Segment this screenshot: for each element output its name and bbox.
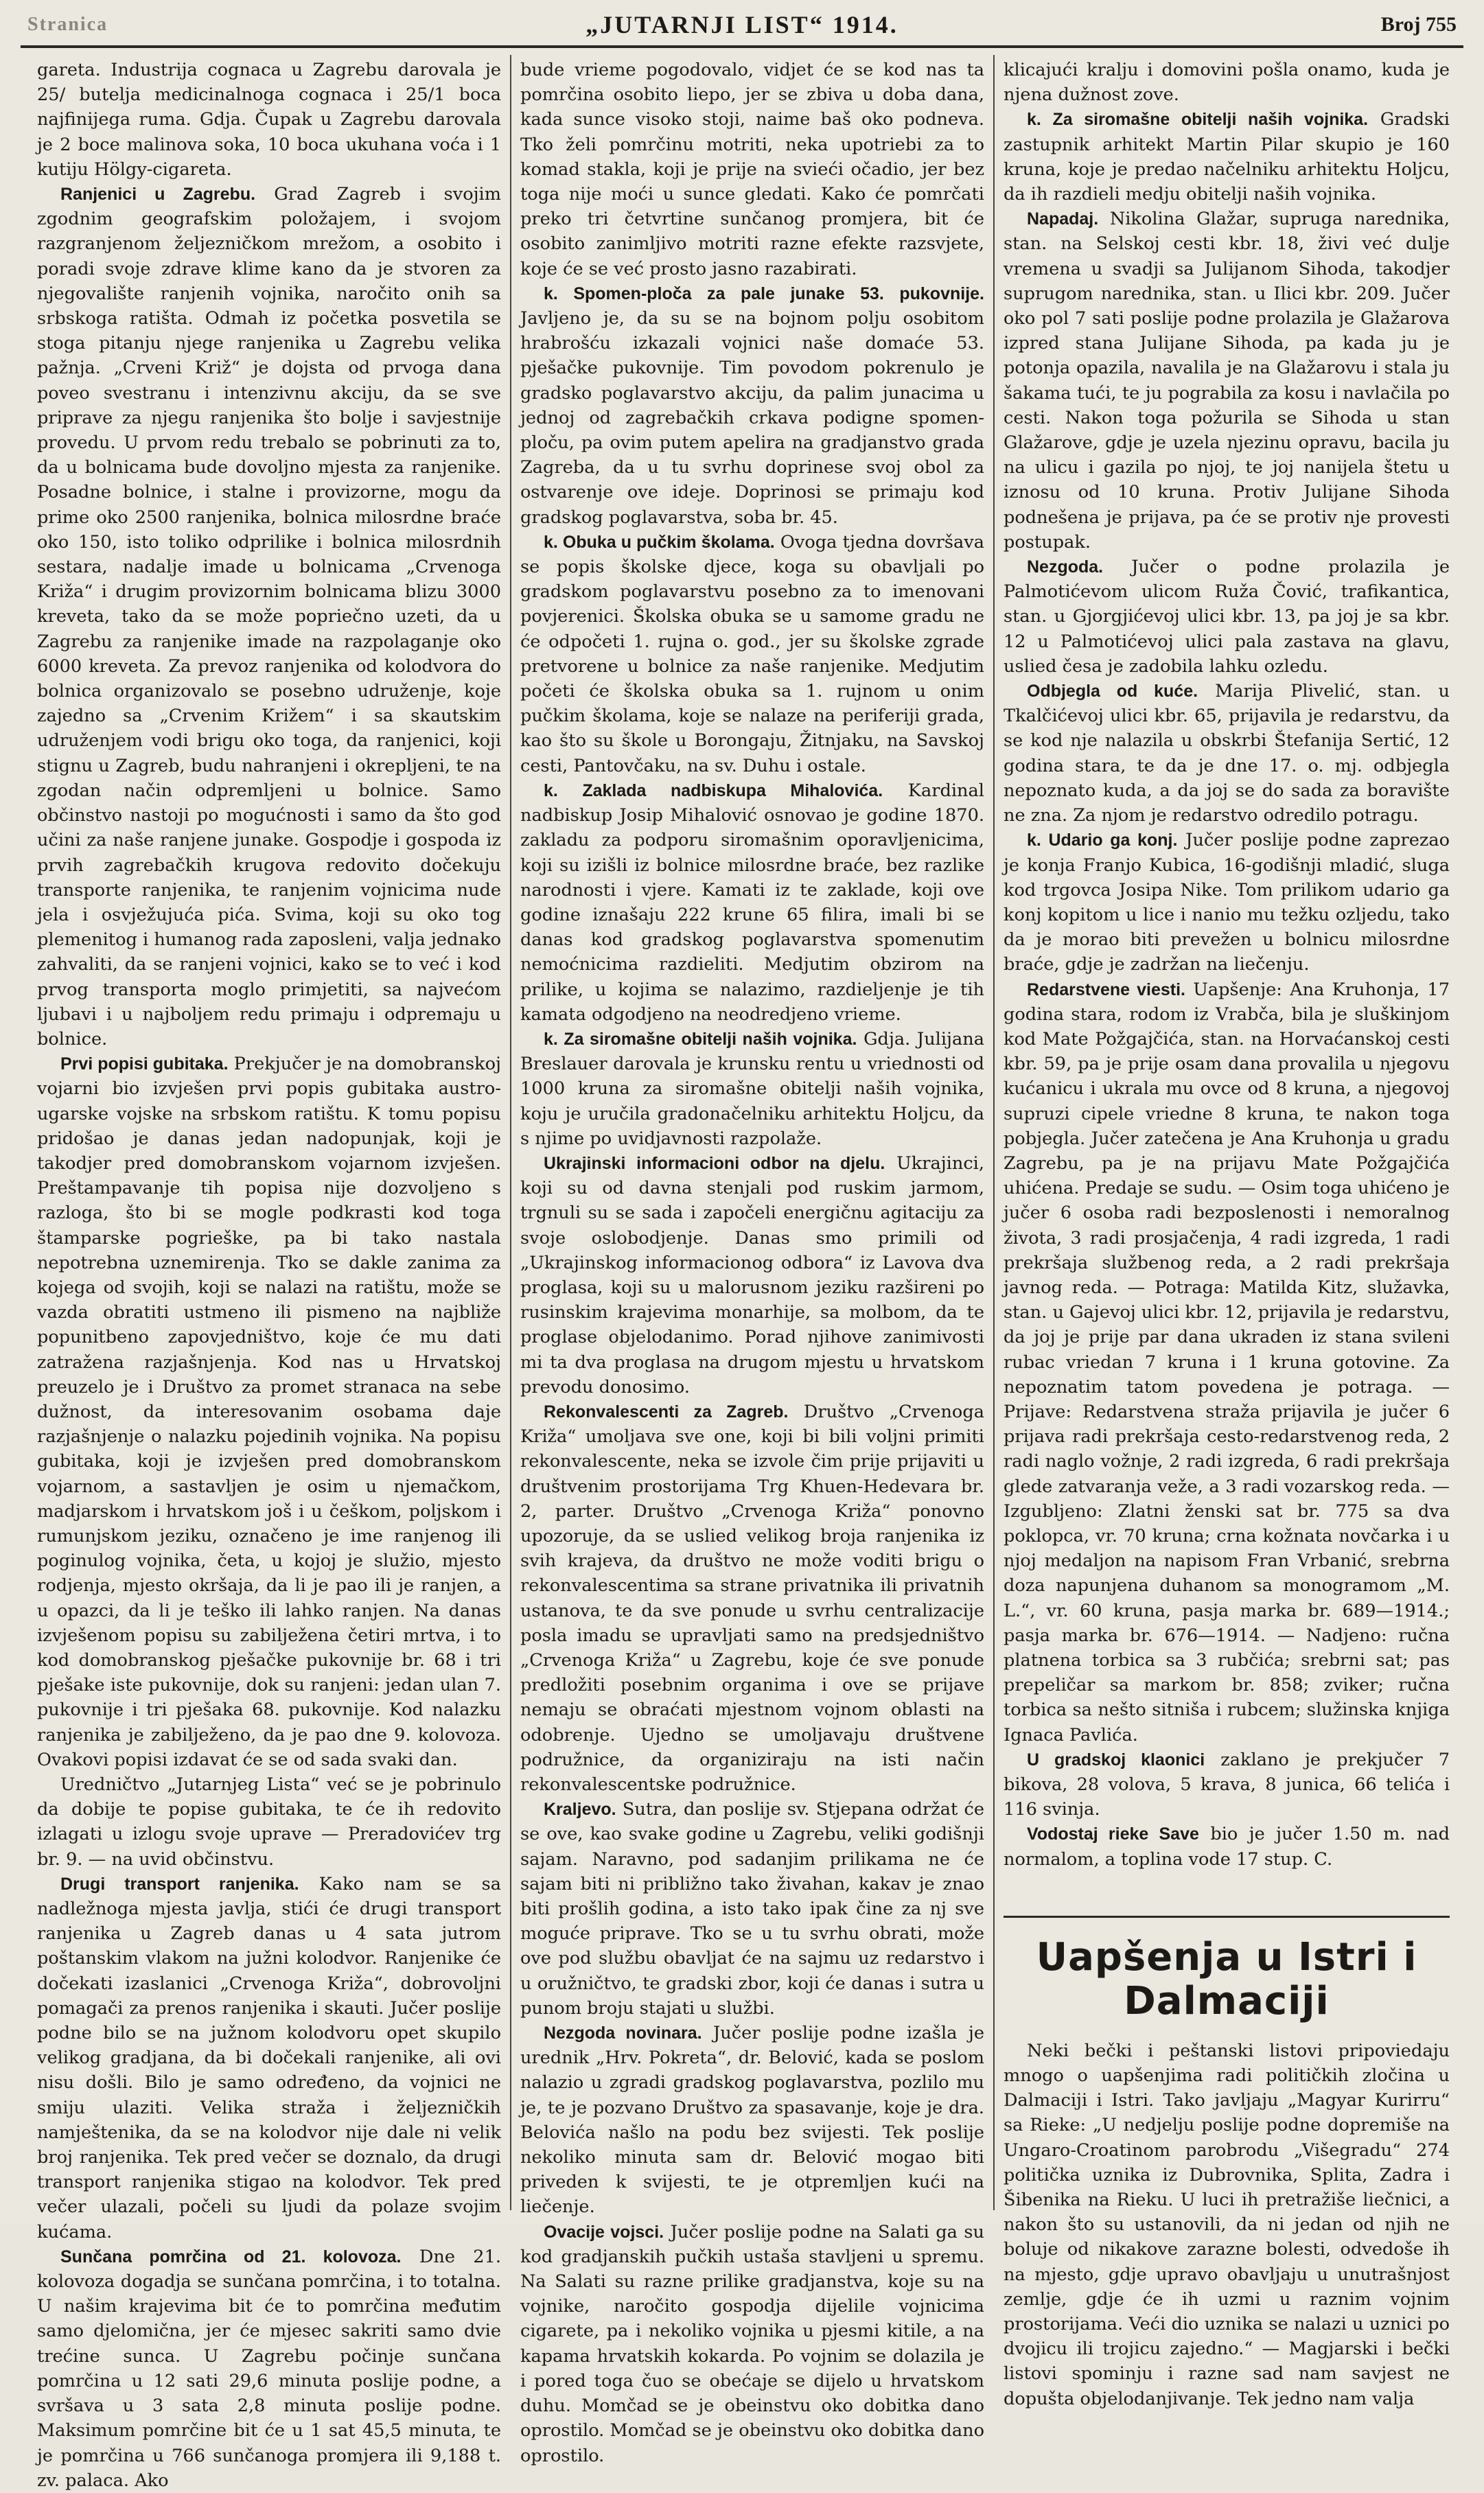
article-heading: k. Zaklada nadbiskupa Mihalovića.: [544, 780, 883, 800]
article-heading: Sunčana pomrčina od 21. kolovoza.: [60, 2247, 402, 2266]
article-text: Jučer poslije podne izašla je urednik „Hrv. Pokreta“, dr. Belović, kada se poslom nalazio u zgradi gradskog poglavarstva, pozlilo mu je, te je pozvano Društvo za spasavanje, koje je dra. Belovića našlo na podu bez svijesti. Tek poslije nekoliko minuta sam dr. Belović mogao biti priveden k svijesti, te je otpremljen kući na liečenje.: [520, 2023, 985, 2218]
article-heading: Prvi popisi gubitaka.: [60, 1054, 229, 1074]
article: [520, 1151, 984, 1400]
column-3: [1004, 58, 1450, 2409]
article: [1004, 828, 1450, 977]
article: [520, 2220, 984, 2468]
top-rule: [21, 45, 1463, 48]
article-text: Gradski zastupnik arhitekt Martin Pilar skupio je 160 kruna, koje je predao načelniku arhitektu Holjcu, da ih razdieli medju obitelji naših vojnika.: [1004, 109, 1450, 205]
article-heading: k. Spomen-ploča za pale junake 53. pukovnije.: [544, 283, 984, 303]
article: [1004, 1822, 1450, 1871]
article-text: Neki bečki i peštanski listovi pripoviedaju mnogo o uapšenjima radi političkih zločina u Dalmaciji i Istri. Tako javljaju „Magyar Kurirru“ sa Rieke: „U nedjelju poslije podne dopremiše na Ungaro-Croatinom parobrodu „Višegradu“ 274 politička uznika iz Dubrovnika, Splita, Zadra i Šibenika na Rieku. U luci ih pretražiše liečnici, a nakon što su ustanovili, da ni jedan od njih ne boluje od nikakove zarazne bolesti, odvedoše ih na mjesto, gdje upravo obavljaju u unutrašnjost zemlje, gdje će ih uzmi u raznim vojnim prostorijama. Veći dio uznika se nalazi u uznici po dvojicu ili trojicu zajedno.“ — Magjarski i bečki listovi spominju i razne sad nam savjest ne dopušta objelodanjivanje. Tek jedno nam valja: [1004, 2040, 1450, 2409]
article-heading: Rekonvalescenti za Zagreb.: [544, 1402, 789, 1422]
article-text: zaklano je prekjučer 7 bikova, 28 volova, 5 krava, 8 junica, 66 telića i 116 svinja.: [1004, 1749, 1450, 1820]
article-text: Uapšenje: Ana Kruhonja, 17 godina stara, rodom iz Vrabča, bila je sluškinjom kod Mate Požgajčića, stan. na Horvaćanskoj cesti kbr. 59, pa je prije osam dana provalila u njegovu kućanicu i ukrala mu ovce od 8 kruna, a njegovoj supruzi cipele vriedne 8 kruna, te nakon toga pobjegla. Jučer zatečena je Ana Kruhonja u gradu Zagrebu, pa je na prijavu Mate Požgajčića uhićena. Predaje se sudu. — Osim toga uhićeno je jučer 6 osoba radi bezposlenosti i nemoralnog života, 3 radi prosjačenja, 4 radi izgreda, 1 radi prekršaja službenog reda, a 2 radi prekršaja javnog reda. — Potraga: Matilda Kitz, služavka, stan. u Gajevoj ulici kbr. 12, prijavila je redarstvu, da joj je prije par dana ukraden iz stana svileni rubac vriedan 7 kruna i 1 kruna gotovine. Za nepoznatim tatom povedena je potraga. — Prijave: Redarstvena straža prijavila je jučer 6 prijava radi prekršaja cesto-redarstvenog reda, 2 radi naglo vožnje, 2 radi izgreda, 6 radi prekršaja glede zatvaranja veže, a 3 radi vozarskog reda. — Izgubljeno: Zlatni ženski sat br. 775 sa dva poklopca, vr. 70 kruna; crna kožnata novčarka i u njoj medaljon na napisom Fran Vrbanić, srebrna doza napunjena duhanom sa monogramom „M. L.“, vr. 60 kruna, pasja marka br. 689—1914.; pasja marka br. 676—1914. — Nadjeno: ručna platnena torbica sa 3 rubčića; srebrni sat; pas prepeličar sa markom br. 858; zviker; ručna torbica sa nešto sitniša i rubcem; služinska knjiga Ignaca Pavlića.: [1004, 979, 1450, 1746]
article-text: Uredničtvo „Jutarnjeg Lista“ već se je pobrinulo da dobije te popise gubitaka, te će ih redovito izlagati u izlogu svoje uprave — Preradovićev trg br. 9. — na uvid občinstvu.: [37, 1774, 501, 1870]
article-text: Jučer poslije podne na Salati ga su kod gradjanskih pučkih ustaša stavljeni u spremu. Na Salati su razne prilike gradjanstva, koje su na vojnike, naročito gospodja dijelile vojnicima cigarete, pa i nekoliko vojnika u pjesmi kitile, a na kapama hrvatskih kokarda. Po vojnim se dolazila je i pored toga čuo se obećaje se dijelo u hrvatskom duhu. Momčad se je obeinstvu oko dobitka dano oprostilo. Momčad se je obeinstvu oko dobitka dano oprostilo.: [520, 2221, 985, 2466]
headline: Uapšenja u Istri i Dalmaciji: [1004, 1916, 1450, 2024]
masthead: [27, 8, 1457, 41]
masthead-left: Stranica: [27, 14, 108, 35]
article-heading: Ovacije vojsci.: [544, 2222, 664, 2242]
article: [1004, 679, 1450, 828]
article-text: Jučer o podne prolazila je Palmotićevom ulicom Ruža Čović, trafikantica, stan. u Gjorgjićevoj ulici kbr. 13, pa joj je sa kbr. 12 u Palmotićevoj ulici pala zastava na glavu, uslied česa je zadobila lahku ozledu.: [1004, 557, 1450, 677]
article-heading: Nezgoda.: [1027, 557, 1104, 577]
article: [520, 1027, 984, 1151]
article-heading: Nezgoda novinara.: [544, 2024, 702, 2043]
page-number: Broj 755: [1380, 13, 1457, 36]
article-text: Gdja. Julijana Breslauer darovala je krunsku rentu u vriednosti od 1000 kruna za siromašne obitelji naših vojnika, koju je uručila gradonačelniku arhitektu Holjcu, da s njime po uvidjavnosti razpolaže.: [520, 1028, 984, 1149]
article-heading: Kraljevo.: [544, 1800, 616, 1820]
article-text: bude vrieme pogodovalo, vidjet će se kod nas ta pomrčina osobito liepo, jer se zbiva u doba dana, kada sunce visoko stoji, naime baš oko podneva. Tko želi pomrčinu motriti, neka upotriebi za to komad stakla, koji je prije na svieći očadio, jer bez toga nije moći u sunce gledati. Kako će pomrčati preko tri četvrtine sunčanog promjera, bit će osobito zanimljivo motriti razne efekte razsvjete, koje će se već prosto jasno razabirati.: [520, 60, 984, 279]
article: [1004, 977, 1450, 1748]
article-heading: Napadaj.: [1027, 209, 1099, 229]
article: [1004, 555, 1450, 679]
article-text: Marija Plivelić, stan. u Tkalčićevoj ulici kbr. 65, prijavila je redarstvu, da se kod nje nalazila u obskrbi Štefanija Sertić, 12 godina stara, te da je dne 17. o. mj. odbjegla nepoznato kuda, a da joj se do sada za boravište ne zna. Za njom je redarstvo odredilo potragu.: [1004, 681, 1450, 826]
article-heading: Ranjenici u Zagrebu.: [60, 185, 256, 205]
article: [37, 182, 501, 1052]
article-text: gareta. Industrija cognaca u Zagrebu darovala je 25/ butelja medicinalnoga cognaca i 25/1 boca najfinijega ruma. Gdja. Čupak u Zagrebu darovala je 2 boce malinova soka, 10 boca ukuhana voća i 1 kutiju Hölgy-cigareta.: [37, 60, 501, 180]
article-text: Javljeno je, da su se na bojnom polju osobitom hrabrošću izkazali vojnici naše domaće 53. pješačke pukovnije. Tim povodom pokrenulo je gradsko poglavarstvo akciju, da palim junacima u jednoj od zagrebačkih crkava podigne spomen-ploču, pa ovim putem apelira na gradjanstvo grada Zagreba, da u tu svrhu doprinese svoj obol za ostvarenje ove ideje. Doprinosi se primaju kod gradskog poglavarstva, soba br. 45.: [520, 308, 984, 528]
article-text: Sutra, dan poslije sv. Stjepana održat će se ove, kao svake godine u Zagrebu, veliki godišnji sajam. Naravno, pod sadanjim prilikama ne će sajam biti ni približno tako živahan, kakav je znao biti prošlih godina, a isto tako ipak čine za nj sve moguće priprave. Tko se u tu svrhu obrati, može ove pod službu obavljat će na sajmu uz redarstvo i u oružničtvo, te gradski zbor, koji će danas i sutra u punom broju stajati u službi.: [520, 1799, 985, 2019]
column-divider: [510, 55, 511, 2210]
article: [37, 1872, 501, 2245]
article: [37, 1052, 501, 1772]
column-1: [37, 58, 502, 2491]
article-text: Prekjučer je na domobranskoj vojarni bio izvješen prvi popis gubitaka austro-ugarske vojske na srbskom ratištu. K tomu popisu pridošao je danas jedan nadopunjak, koji je takodjer pred domobranskom vojarnom izvješen. Preštampavanje tih popisa nije dozvoljeno s razloga, što bi se mogle podkrasti kod toga štamparske pogrieške, pa bi tako nastala nepotrebna uznemirenja. Tko se dakle zanima za kojega od svojih, koji se nalazi na ratištu, može se vazda obratiti ustmeno ili pismeno na najbliže popunitbeno zapovjedništvo, koje će mu dati zatražena razjašnjenja. Kod nas u Hrvatskoj preuzelo je i Društvo za promet stranaca na sebe dužnost, da interesovanim osobama daje razjašnjenje o nalazku pojedinih vojnika. Na popisu gubitaka, koji je izvješen pred domobranskom vojarnom, a sastavljen je osim u njemačkom, madjarskom i hrvatskom još i u češkom, poljskom i rumunjskom jeziku, označeno je ime ranjenog ili poginulog vojnika, četa, u kojoj je služio, mjesto rodjenja, mjesto okršaja, da li je pao ili je ranjen, a u opazci, da li je teško ili lahko ranjen. Na danas izvješenom popisu su zabilježena četiri mrtva, i to kod domobranskog pješačke pukovnije br. 68 i tri pješake iste pukovnije, dok su ranjeni: jedan ulan 7. pukovnije i tri pješaka 68. pukovnije. Kod nalazku ranjenika je zabilježeno, da je pao dne 9. kolovoza. Ovakovi popisi izdavat će se od sada svaki dan.: [37, 1054, 501, 1770]
article-heading: k. Za siromašne obitelji naših vojnika.: [544, 1029, 857, 1049]
article: [520, 2021, 984, 2220]
article-text: Grad Zagreb i svojim zgodnim geografskim položajem, i svojom razgranjenom željezničkom mrežom, a osobito i poradi svoje zdrave klime kano da je stvoren za njegovalište ranjenih vojnika, naročito onih sa srbskoga ratišta. Odmah iz početka posvetila se stoga pitanju njege ranjenika u Zagrebu velika pažnja. „Crveni Križ“ je dojsta od prvoga dana poveo svestranu i intenzivnu akciju, da se sve priprave za njegu ranjenika što bolje i savjestnije provedu. U prvom redu trebalo se pobrinuti za to, da u bolnicama bude dovoljno mjesta za ranjenike. Posadne bolnice, i stalne i provizorne, mogu da prime oko 2500 ranjenika, bolnica milosrdne braće oko 150, isto toliko odprilike i bolnica milosrdnih sestara, nadalje imade u bolnicama „Crvenoga Križa“ i drugim provizornim bolnicama blizu 3000 kreveta, tako da se može popriečno uzeti, da u Zagrebu za ranjenike imade na razpolaganje oko 6000 kreveta. Za prevoz ranjenika od kolodvora do bolnica organizovalo se posebno udruženje, koje zajedno sa „Crvenim Križem“ i sa skautskim udruženjem vodi brigu oko toga, da ranjenici, koji stignu u Zagreb, budu nahranjeni i okrepljeni, te na zgodan način odpremljeni u bolnice. Samo občinstvo nastoji po mogućnosti i samo da što god učini za naše ranjene junake. Gospodje i gospoda iz prvih zagrebačkih krugova redovito dočekuju transporte ranjenika, te ranjenim vojnicima nude jela i osvježujuća pića. Svima, koji su oko tog plemenitog i humanog rada zaposleni, valja jednako zahvaliti, da se ranjeni vojnici, kako se to već i kod prvog transporta moglo primjetiti, sa najvećom ljubavi i u najboljem redu primaju i odpremaju u bolnice.: [37, 184, 502, 1050]
article-heading: Odbjegla od kuće.: [1027, 682, 1198, 701]
article: [520, 1797, 984, 2021]
article-text: Kardinal nadbiskup Josip Mihalović osnovao je godine 1870. zakladu za podporu siromašnim oporavljenicima, koji su izišli iz bolnice milosrdne braće, bez razlike narodnosti i vjere. Kamati iz te zaklade, koji ove godine iznašaju 222 krune 65 filira, imali bi se danas kod gradskog poglavarstva spomenutim nemoćnicima razdieliti. Medjutim obzirom na prilike, u kojima se nalazimo, razdieljenje je tih kamata odgodjeno na neodredjeno vrieme.: [520, 780, 984, 1025]
article-text: klicajući kralju i domovini pošla onamo, kuda je njena dužnost zove.: [1004, 60, 1450, 106]
article-heading: Drugi transport ranjenika.: [60, 1874, 299, 1894]
article-text: Nikolina Glažar, supruga narednika, stan. na Selskoj cesti kbr. 18, živi već dulje vremena u svadji sa Julijanom Sihoda, takodjer suprugom narednika, stan. u Ilici kbr. 209. Jučer oko pol 7 sati poslije podne prolazila je Glažarova izpred stana Julijane Sihoda, pa kada ju je potonja opazila, navalila je na Glažarovu i stala ju šakama tući, te ju pograbila za kosu i navlačila po cesti. Nakon toga požurila se Sihoda u stan Glažarove, gdje je uzela njezinu opravu, bacila ju na ulicu i gazila po njoj, te joj nanijela štetu u iznosu od 10 kruna. Protiv Julijane Sihoda podnešena je prijava, pa će se protiv nje provesti postupak.: [1004, 209, 1450, 553]
article: [520, 530, 984, 778]
article-text: Ukrajinci, koji su od davna stenjali pod ruskim jarmom, trgnuli su se sada i započeli energičnu agitaciju za svoje oslobodjenje. Danas smo primili od „Ukrajinskog informacionog odbora“ iz Lavova dva proglasa, koji su u malorusnom jeziku razšireni po rusinskim krajevima monarhije, sa molbom, da te proglase objelodanimo. Porad njihove zanimivosti mi ta dva proglasa na drugom mjestu u hrvatskom prevodu donosimo.: [520, 1152, 984, 1398]
column-2: [520, 58, 985, 2466]
article-heading: Ukrajinski informacioni odbor na djelu.: [544, 1153, 885, 1173]
article-text: Ovoga tjedna dovršava se popis školske djece, koga su obavljali po gradskom poglavarstvu posebno za to imenovani povjerenici. Školska obuka se u samome gradu ne će odpočeti 1. rujna o. god., jer su školske zgrade pretvorene u bolnice za naše ranjenike. Medjutim početi će školska obuka sa 1. rujnom u onim pučkim školama, koje se nalaze na periferiji grada, kao što su škole u Borongaju, Žitnjaku, na Savskoj cesti, Pantovčaku, na sv. Duhu i ostale.: [520, 531, 984, 776]
article-text: Dne 21. kolovoza dogadja se sunčana pomrčina, i to totalna. U našim krajevima bit će to pomrčina međutim samo djelomična, jer će mjesec sakriti samo dvie trećine sunca. U Zagrebu počinje sunčana pomrčina u 12 sati 29,6 minuta poslije podne, a svršava u 3 sata 2,8 minuta poslije podne. Maksimum pomrčine bit će u 1 sat 45,5 minuta, te je pomrčina u 766 sunčanoga promjera ili 9,188 t. zv. palaca. Ako: [37, 2246, 501, 2491]
article: [520, 778, 984, 1027]
article-heading: k. Udario ga konj.: [1027, 831, 1178, 850]
article-heading: U gradskoj klaonici: [1027, 1750, 1205, 1770]
article-heading: k. Za siromašne obitelji naših vojnika.: [1027, 110, 1369, 130]
article: [1004, 207, 1450, 555]
article-heading: Redarstvene viesti.: [1027, 979, 1185, 999]
article-heading: k. Obuka u pučkim školama.: [544, 532, 775, 552]
article-text: Jučer poslije podne zaprezao je konja Franjo Kubica, 16-godišnji mladić, sluga kod trgovca Josipa Nike. Tom prilikom udario ga konj kopitom u lice i nanio mu težku ozljedu, tako da je morao biti prevežen u bolnicu milosrdne braće, gdje je zadržan na liečenju.: [1004, 830, 1450, 975]
article: [520, 1400, 984, 1797]
masthead-title: „JUTARNJI LIST“ 1914.: [586, 11, 898, 38]
article: [1004, 1748, 1450, 1822]
article-text: bio je jučer 1.50 m. nad normalom, a toplina vode 17 stup. C.: [1004, 1824, 1450, 1870]
article: [1004, 107, 1450, 207]
article-heading: Vodostaj rieke Save: [1027, 1824, 1199, 1844]
article: [37, 2245, 501, 2493]
article-text: Društvo „Crvenoga Križa“ umoljava sve one, koji bi bili voljni primiti rekonvalescente, neka se izvole čim prije prijaviti u društvenim prostorijama Trg Khuen-Hedevara br. 2, parter. Društvo „Crvenoga Križa“ ponovno upozoruje, da se uslied velikog broja ranjenika iz svih krajeva, da društvo ne može voditi brigu o rekonvalescentima sa strane privatnika ili privatnih ustanova, te da sve ponude u svrhu centralizacije posla imadu se upravljati samo na predsjedništvo „Crvenoga Križa“ u Zagrebu, koje će sve ponude predložiti posebnim organima i ove se prijave nemaju se obraćati mjestnom vojnom oblasti na odobrenje. Ujedno se umoljavaju društvene podružnice, da organiziraju na isti način rekonvalescentske podružnice.: [520, 1401, 984, 1796]
article-text: Kako nam se sa nadležnoga mjesta javlja, stići će drugi transport ranjenika u Zagreb danas u 4 sata jutrom poštanskim vlakom na južni kolodvor. Ranjenike će dočekati izaslanici „Crvenoga Križa“, dobrovoljni pomagači za prenos ranjenika i skauti. Jučer poslije podne bilo se na južnom kolodvoru opet skupilo velikog gradjana, da bi dočekali ranjenike, ali ovi nisu došli. Bilo je samo određeno, da vojnici ne smiju ulaziti. Velika straža i željezničkih namještenika, da se na kolodvor nije dale ni velik broj ranjenika. Tek pred večer se doznalo, da drugi transport ranjenika stigao na kolodvor. Tek pred večer ulazali, počeli su ljudi da polaze svojim kućama.: [37, 1873, 502, 2242]
column-divider: [993, 55, 995, 2210]
article: [520, 281, 984, 530]
